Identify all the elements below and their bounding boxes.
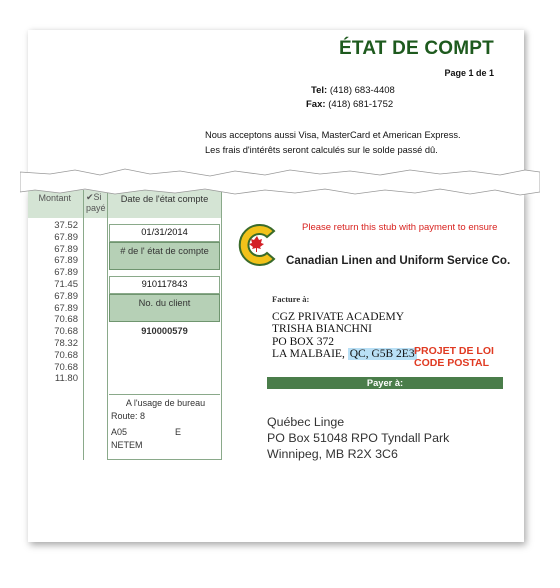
office-use-label: A l'usage de bureau — [125, 398, 206, 408]
client-number: 910000579 — [141, 326, 188, 336]
amount-list — [28, 218, 83, 385]
code-a: A05 — [111, 427, 128, 437]
amount-value: 70.68 — [54, 314, 78, 326]
amount-value: 70.68 — [54, 326, 78, 338]
contact-block — [306, 84, 395, 112]
amount-value: 78.32 — [54, 337, 78, 349]
pay-to-address — [267, 414, 449, 462]
amount-value: 67.89 — [54, 255, 78, 267]
code-b: E — [175, 427, 182, 437]
paid-header: ✔Si payé — [84, 190, 107, 218]
torn-edge — [20, 162, 540, 202]
bill-to-label: Facture à: — [272, 294, 310, 304]
bill-to-city-line — [272, 348, 417, 360]
route: Route: 8 — [111, 411, 146, 421]
statement-header-sheet — [28, 30, 524, 180]
amount-value: 67.89 — [54, 267, 78, 279]
pay-to-line: Winnipeg, MB R2X 3C6 — [267, 447, 398, 461]
amount-value: 67.89 — [54, 290, 78, 302]
code-c: NETEM — [111, 440, 143, 450]
payment-notice — [205, 128, 461, 158]
company-name: Canadian Linen and Uniform Service Co. — [286, 254, 511, 267]
statement-date: 01/31/2014 — [109, 224, 220, 242]
fax-label: Fax: — [306, 99, 326, 110]
pay-to-bar: Payer à: — [267, 377, 503, 389]
amount-value: 37.52 — [54, 220, 78, 231]
notice-interest: Les frais d'intérêts seront calculés sur le solde passé dû. — [205, 145, 438, 155]
bill-to-city: LA MALBAIE, — [272, 348, 345, 361]
statement-number: 910117843 — [109, 276, 220, 294]
bill-to-block — [272, 294, 417, 361]
document-title: ÉTAT DE COMPT — [339, 38, 494, 59]
remittance-stub-sheet — [28, 190, 524, 542]
highlighted-postal-code: QC, G5B 2E3 — [349, 348, 415, 361]
pay-to-line: PO Box 51048 RPO Tyndall Park — [267, 431, 450, 445]
statement-date-header: Date de l'état compte — [108, 190, 221, 218]
amount-value: 70.68 — [54, 361, 78, 373]
postal-code-bill-note — [414, 346, 494, 369]
office-use-box — [109, 394, 220, 460]
amount-value: 67.89 — [54, 231, 78, 243]
statement-number-label: # de l' état de compte — [109, 242, 220, 270]
fax-number: (418) 681-1752 — [328, 99, 394, 110]
amount-value: 71.45 — [54, 278, 78, 290]
client-number-label: No. du client — [109, 294, 220, 322]
tel-label: Tel: — [311, 85, 328, 96]
statement-column — [108, 190, 222, 460]
amount-column — [28, 190, 84, 460]
bill-to-line: CGZ PRIVATE ACADEMY — [272, 311, 405, 323]
paid-column — [84, 190, 108, 460]
bill-to-line: PO BOX 372 — [272, 335, 334, 348]
note-line: CODE POSTAL — [414, 356, 490, 369]
bill-to-line: TRISHA BIANCHNI — [272, 323, 372, 336]
amount-value: 70.68 — [54, 349, 78, 361]
pay-to-line: Québec Linge — [267, 415, 345, 429]
amount-value: 67.89 — [54, 243, 78, 255]
note-line: PROJET DE LOI — [414, 345, 494, 357]
company-logo-icon — [234, 222, 280, 268]
amount-value: 11.80 — [54, 373, 78, 385]
amount-value: 67.89 — [54, 302, 78, 314]
notice-cards: Nous acceptons aussi Visa, MasterCard et American Express. — [205, 130, 461, 140]
tel-number: (418) 683-4408 — [329, 85, 395, 96]
page-number: Page 1 de 1 — [444, 68, 494, 78]
return-stub-message: Please return this stub with payment to ensure — [302, 222, 498, 233]
amount-header: Montant — [28, 190, 83, 218]
